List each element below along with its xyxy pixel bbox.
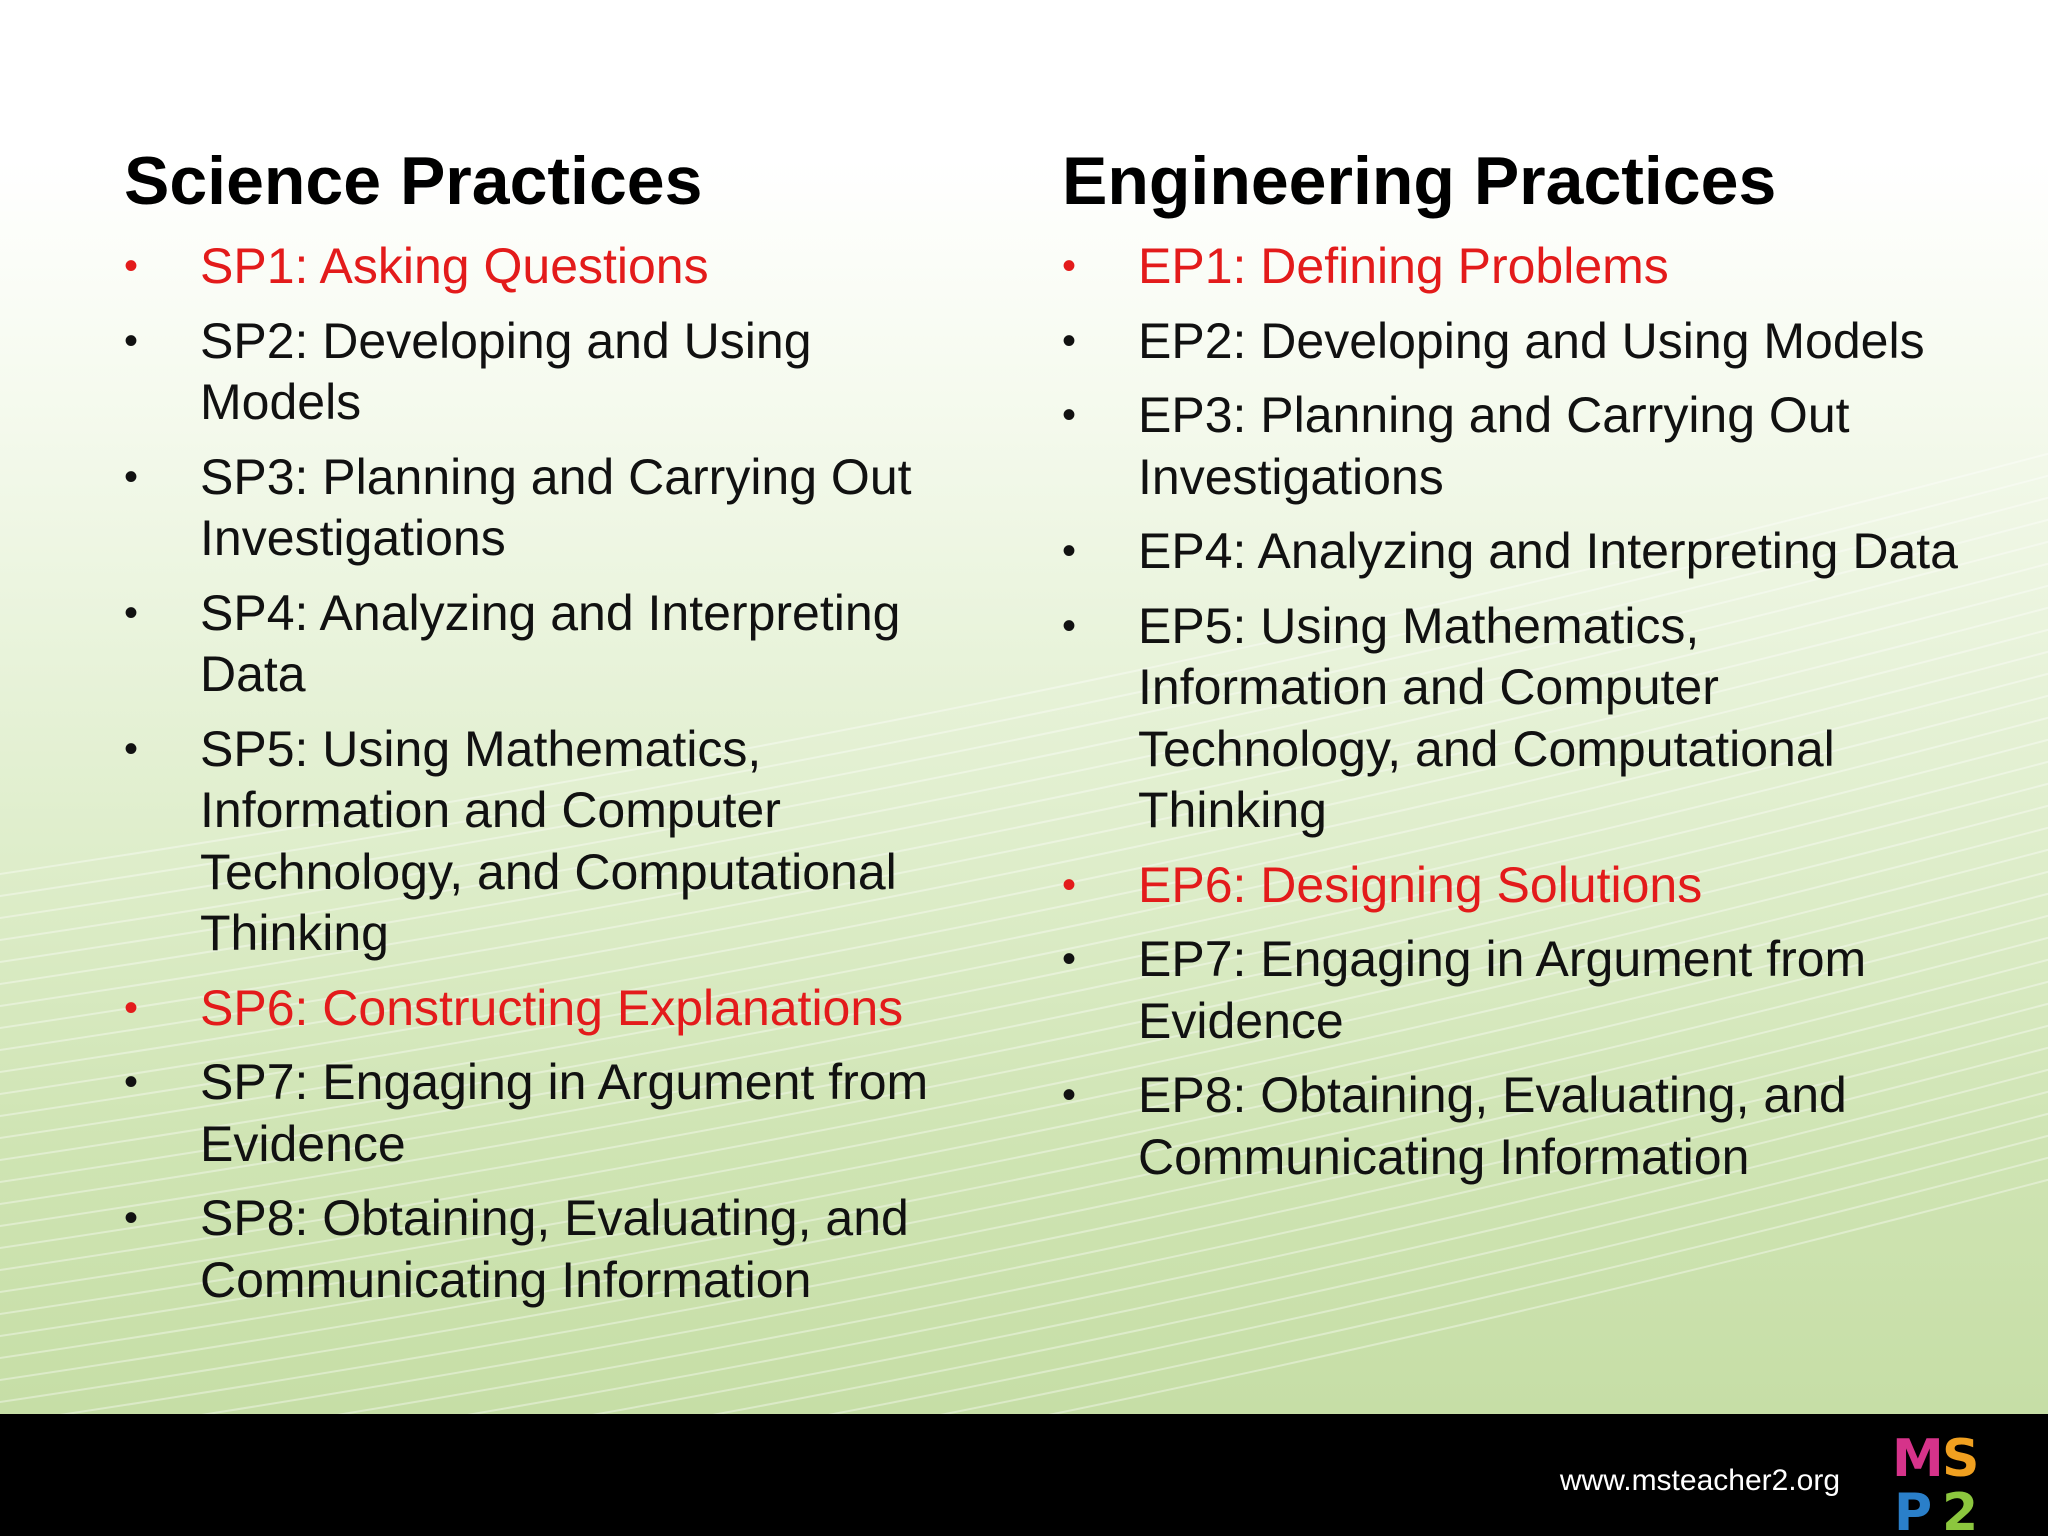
list-item-text: EP3: Planning and Carrying Out Investigations [1138, 387, 1850, 505]
science-practices-column [124, 136, 984, 1324]
bullet-icon: • [1062, 529, 1077, 573]
bullet-icon: • [1062, 244, 1077, 288]
list-item-text: SP6: Constructing Explanations [200, 979, 904, 1036]
list-item [1062, 236, 1962, 298]
list-item-text: SP4: Analyzing and Interpreting Data [200, 584, 901, 702]
engineering-practices-title: Engineering Practices [1062, 143, 1777, 219]
svg-text:M: M [1892, 1429, 1944, 1489]
bullet-icon: • [1062, 937, 1077, 981]
bullet-icon: • [124, 590, 139, 635]
list-item-text: SP1: Asking Questions [200, 238, 709, 294]
footer-bar [0, 1414, 2048, 1536]
engineering-practices-list [1062, 236, 1962, 1188]
list-item [1062, 521, 1962, 583]
engineering-practices-column [1062, 136, 1962, 1201]
science-practices-title: Science Practices [124, 143, 703, 219]
list-item-text: EP5: Using Mathematics, Information and Computer Technology, and Computational Thinking [1138, 597, 1835, 838]
list-item [1062, 385, 1962, 508]
bullet-icon: • [124, 244, 139, 288]
list-item-text: EP4: Analyzing and Interpreting Data [1138, 523, 1958, 579]
list-item [124, 583, 984, 706]
bullet-icon: • [1062, 603, 1077, 648]
list-item-text: SP3: Planning and Carrying Out Investigations [200, 448, 912, 566]
list-item-text: SP7: Engaging in Argument from Evidence [200, 1054, 929, 1172]
list-item [1062, 929, 1962, 1052]
bullet-icon: • [1062, 1073, 1077, 1117]
bullet-icon: • [124, 985, 139, 1030]
bullet-icon: • [124, 726, 139, 771]
list-item [124, 311, 984, 434]
list-item-text: EP1: Defining Problems [1138, 238, 1669, 294]
list-item [124, 1188, 984, 1311]
list-item-text: SP8: Obtaining, Evaluating, and Communicating Information [200, 1190, 909, 1308]
list-item [1062, 1065, 1962, 1188]
svg-text:S: S [1942, 1429, 1980, 1489]
list-item-text: EP6: Designing Solutions [1138, 856, 1703, 913]
bullet-icon: • [124, 1060, 139, 1104]
list-item-text: EP2: Developing and Using Models [1138, 312, 1925, 369]
list-item [124, 447, 984, 570]
svg-text:P: P [1894, 1483, 1933, 1534]
msp2-logo [1892, 1426, 1992, 1534]
list-item-text: SP2: Developing and Using Models [200, 312, 812, 430]
bullet-icon: • [124, 454, 139, 499]
list-item-text: EP7: Engaging in Argument from Evidence [1138, 931, 1867, 1049]
bullet-icon: • [1062, 393, 1077, 437]
bullet-icon: • [124, 318, 139, 363]
list-item [1062, 596, 1962, 842]
list-item [1062, 311, 1962, 373]
list-item [124, 236, 984, 298]
science-practices-list [124, 236, 984, 1311]
list-item [124, 1052, 984, 1175]
bullet-icon: • [1062, 862, 1077, 907]
list-item-text: SP5: Using Mathematics, Information and Computer Technology, and Computational Thinking [200, 720, 897, 961]
bullet-icon: • [1062, 318, 1077, 363]
bullet-icon: • [124, 1196, 139, 1240]
list-item [1062, 855, 1962, 917]
list-item [124, 719, 984, 965]
list-item-text: EP8: Obtaining, Evaluating, and Communicating Information [1138, 1067, 1847, 1185]
svg-text:2: 2 [1942, 1483, 1979, 1534]
list-item [124, 978, 984, 1040]
website-url: www.msteacher2.org [1559, 1464, 1840, 1497]
